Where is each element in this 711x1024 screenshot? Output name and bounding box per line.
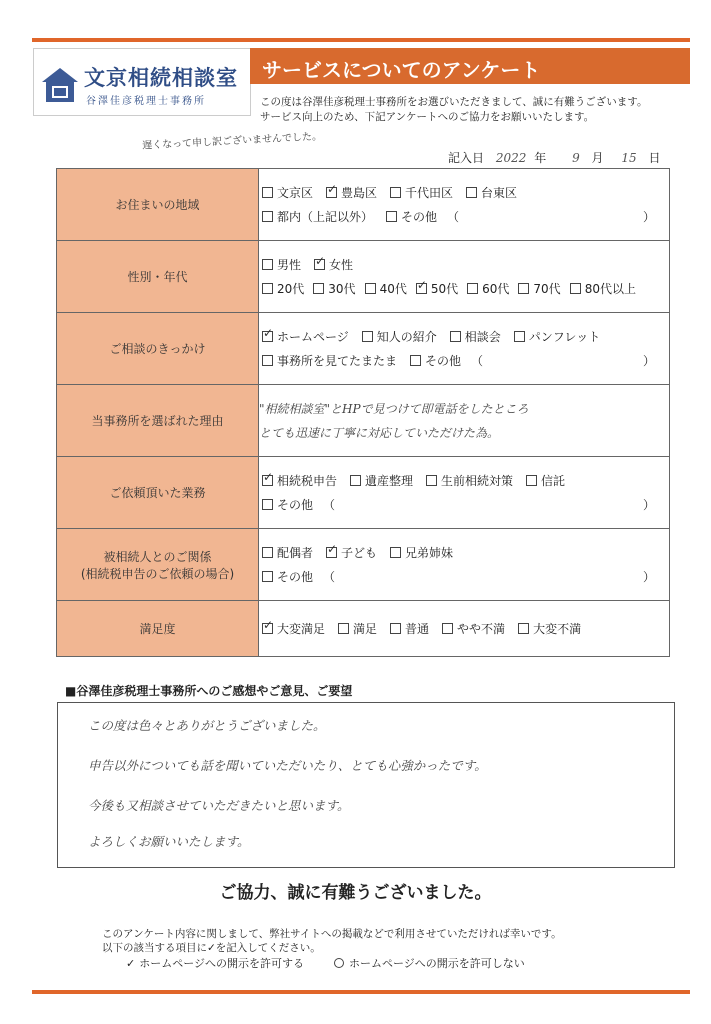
paren-open: （: [471, 354, 484, 368]
checkbox-box[interactable]: [390, 623, 401, 634]
checkbox-box[interactable]: [262, 187, 273, 198]
row-options-region: [259, 169, 670, 241]
permit-no-label[interactable]: ホームページへの開示を許可しない: [349, 957, 525, 970]
permit-yes-check-icon[interactable]: ✓: [126, 956, 136, 970]
house-logo-icon: [40, 66, 80, 104]
checkbox-box[interactable]: [426, 475, 437, 486]
checkbox-satisfied[interactable]: 満足: [335, 620, 377, 637]
checkbox-box[interactable]: [514, 331, 525, 342]
row-options-trigger: [259, 313, 670, 385]
checkbox-other[interactable]: その他: [259, 496, 313, 513]
logo-name: 文京相続相談室: [84, 66, 238, 90]
page-title: サービスについてのアンケート: [262, 58, 541, 82]
date-month-unit: 月: [591, 151, 604, 165]
permit-yes-label[interactable]: ホームページへの開示を許可する: [139, 957, 304, 970]
checkbox-box[interactable]: [450, 331, 461, 342]
checkbox-inheritance-tax[interactable]: ✓ 相続税申告: [259, 472, 337, 489]
checkbox-spouse[interactable]: 配偶者: [259, 544, 313, 561]
date-label: 記入日: [448, 151, 485, 165]
checkbox-50s[interactable]: ✓ 50代: [413, 280, 458, 297]
date-year[interactable]: 2022: [495, 151, 527, 165]
row-label-region: お住まいの地域: [57, 169, 259, 241]
row-options-reason[interactable]: [259, 385, 670, 457]
checkbox-60s[interactable]: 60代: [464, 280, 509, 297]
checkbox-box-checked[interactable]: [326, 547, 337, 558]
checkbox-box[interactable]: [362, 331, 373, 342]
date-month[interactable]: 9: [572, 151, 580, 165]
checkbox-box[interactable]: [526, 475, 537, 486]
checkbox-very-satisfied[interactable]: ✓ 大変満足: [259, 620, 325, 637]
checkbox-male[interactable]: 男性: [259, 256, 301, 273]
checkbox-bunkyo[interactable]: 文京区: [259, 184, 313, 201]
row-services: [57, 457, 670, 529]
intro-line-2: サービス向上のため、下記アンケートへのご協力をお願いいたします。: [260, 111, 595, 123]
checkbox-box-checked[interactable]: [262, 475, 273, 486]
comments-heading: ■谷澤佳彦税理士事務所へのご感想やご意見、ご要望: [65, 684, 353, 698]
checkbox-box[interactable]: [350, 475, 361, 486]
checkbox-30s[interactable]: 30代: [310, 280, 355, 297]
row-label-relation-2: (相続税申告のご依頼の場合): [80, 566, 235, 581]
checkbox-80s[interactable]: 80代以上: [567, 280, 636, 297]
paren-open: （: [323, 570, 336, 584]
row-relation: [57, 529, 670, 601]
checkbox-homepage[interactable]: ✓ ホームページ: [259, 328, 349, 345]
row-label-trigger: ご相談のきっかけ: [57, 313, 259, 385]
paren-open: （: [447, 210, 460, 224]
checkbox-box[interactable]: [262, 283, 273, 294]
checkbox-box[interactable]: [386, 211, 397, 222]
row-label-gender-age: 性別・年代: [57, 241, 259, 313]
top-rule: [32, 38, 690, 42]
checkbox-sibling[interactable]: 兄弟姉妹: [387, 544, 453, 561]
checkbox-planning[interactable]: 生前相続対策: [423, 472, 513, 489]
checkbox-female[interactable]: ✓ 女性: [311, 256, 353, 273]
checkbox-trust[interactable]: 信託: [523, 472, 565, 489]
checkbox-box[interactable]: [570, 283, 581, 294]
checkbox-box[interactable]: [365, 283, 376, 294]
checkbox-box-checked[interactable]: [262, 331, 273, 342]
checkbox-very-dissatisfied[interactable]: 大変不満: [515, 620, 581, 637]
checkbox-box[interactable]: [390, 187, 401, 198]
checkbox-box[interactable]: [313, 283, 324, 294]
row-options-gender-age: [259, 241, 670, 313]
handwritten-note: 遅くなって申し訳ございませんでした。: [141, 131, 323, 152]
checkbox-box[interactable]: [442, 623, 453, 634]
checkbox-neutral[interactable]: 普通: [387, 620, 429, 637]
checkbox-box[interactable]: [262, 259, 273, 270]
checkbox-tokyo-other[interactable]: 都内（上記以外）: [259, 208, 373, 225]
paren-close: ）: [642, 354, 655, 368]
checkbox-box-checked[interactable]: [262, 623, 273, 634]
checkbox-70s[interactable]: 70代: [515, 280, 560, 297]
checkbox-box[interactable]: [262, 499, 273, 510]
row-trigger: [57, 313, 670, 385]
row-satisfaction: [57, 601, 670, 657]
bottom-rule: [32, 990, 690, 994]
comment-line-3: 今後も又相談させていただきたいと思います。: [88, 798, 350, 813]
footer-note-2: 以下の該当する項目に✓を記入してください。: [102, 942, 321, 954]
row-region: [57, 169, 670, 241]
checkbox-referral[interactable]: 知人の紹介: [359, 328, 437, 345]
logo-subtitle: 谷澤佳彦税理士事務所: [86, 96, 206, 107]
checkbox-box[interactable]: [410, 355, 421, 366]
date-row: [448, 149, 661, 166]
checkbox-other[interactable]: その他: [259, 568, 313, 585]
checkbox-child[interactable]: ✓ 子ども: [323, 544, 377, 561]
thanks-message: ご協力、誠に有難うございました。: [219, 883, 492, 903]
checkbox-toshima[interactable]: ✓ 豊島区: [323, 184, 377, 201]
row-label-satisfaction: 満足度: [57, 601, 259, 657]
checkbox-pamphlet[interactable]: パンフレット: [511, 328, 600, 345]
checkbox-walk-by[interactable]: 事務所を見てたまたま: [259, 352, 397, 369]
checkbox-seminar[interactable]: 相談会: [447, 328, 501, 345]
comment-line-4: よろしくお願いいたします。: [88, 834, 250, 849]
checkbox-somewhat-dissatisfied[interactable]: やや不満: [439, 620, 505, 637]
checkbox-box[interactable]: [262, 211, 273, 222]
checkbox-box-checked[interactable]: [326, 187, 337, 198]
date-day[interactable]: 15: [621, 151, 637, 165]
date-year-unit: 年: [534, 151, 547, 165]
permit-no-radio-icon[interactable]: [334, 958, 344, 968]
checkbox-20s[interactable]: 20代: [259, 280, 304, 297]
paren-close: ）: [642, 210, 655, 224]
checkbox-box[interactable]: [262, 547, 273, 558]
row-label-reason: 当事務所を選ばれた理由: [57, 385, 259, 457]
checkbox-box[interactable]: [262, 355, 273, 366]
row-label-relation-1: 被相続人とのご関係: [103, 549, 212, 564]
row-label-services: ご依頼頂いた業務: [57, 457, 259, 529]
row-label-relation: [57, 529, 259, 601]
comment-line-2: 申告以外についても話を聞いていただいたり、とても心強かったです。: [88, 758, 487, 773]
row-options-relation: [259, 529, 670, 601]
reason-line-2: とても迅速に丁寧に対応していただけた為。: [259, 426, 500, 440]
permit-row: [126, 955, 525, 971]
row-options-satisfaction: [259, 601, 670, 657]
checkbox-other[interactable]: その他: [407, 352, 461, 369]
checkbox-box[interactable]: [466, 187, 477, 198]
checkbox-box[interactable]: [518, 283, 529, 294]
checkbox-estate[interactable]: 遺産整理: [347, 472, 413, 489]
row-gender-age: [57, 241, 670, 313]
paren-close: ）: [642, 570, 655, 584]
date-day-unit: 日: [648, 151, 661, 165]
footer-note-1: このアンケート内容に関しまして、弊社サイトへの掲載などで利用させていただければ幸いです。: [102, 928, 562, 940]
checkbox-box[interactable]: [262, 571, 273, 582]
comment-line-1: この度は色々とありがとうございました。: [88, 718, 326, 733]
checkbox-taito[interactable]: 台東区: [463, 184, 517, 201]
checkbox-box[interactable]: [518, 623, 529, 634]
paren-open: （: [323, 498, 336, 512]
row-reason: [57, 385, 670, 457]
intro-line-1: この度は谷澤佳彦税理士事務所をお選びいただきまして、誠に有難うございます。: [260, 96, 648, 108]
paren-close: ）: [642, 498, 655, 512]
row-options-services: [259, 457, 670, 529]
checkbox-box[interactable]: [467, 283, 478, 294]
checkbox-box-checked[interactable]: [314, 259, 325, 270]
reason-line-1: "相続相談室"とHPで見つけて即電話をしたところ: [259, 402, 529, 416]
checkbox-box[interactable]: [390, 547, 401, 558]
checkbox-chiyoda[interactable]: 千代田区: [387, 184, 453, 201]
checkbox-box-checked[interactable]: [416, 283, 427, 294]
checkbox-40s[interactable]: 40代: [362, 280, 407, 297]
survey-table: [56, 168, 670, 657]
checkbox-other[interactable]: その他: [383, 208, 437, 225]
checkbox-box[interactable]: [338, 623, 349, 634]
